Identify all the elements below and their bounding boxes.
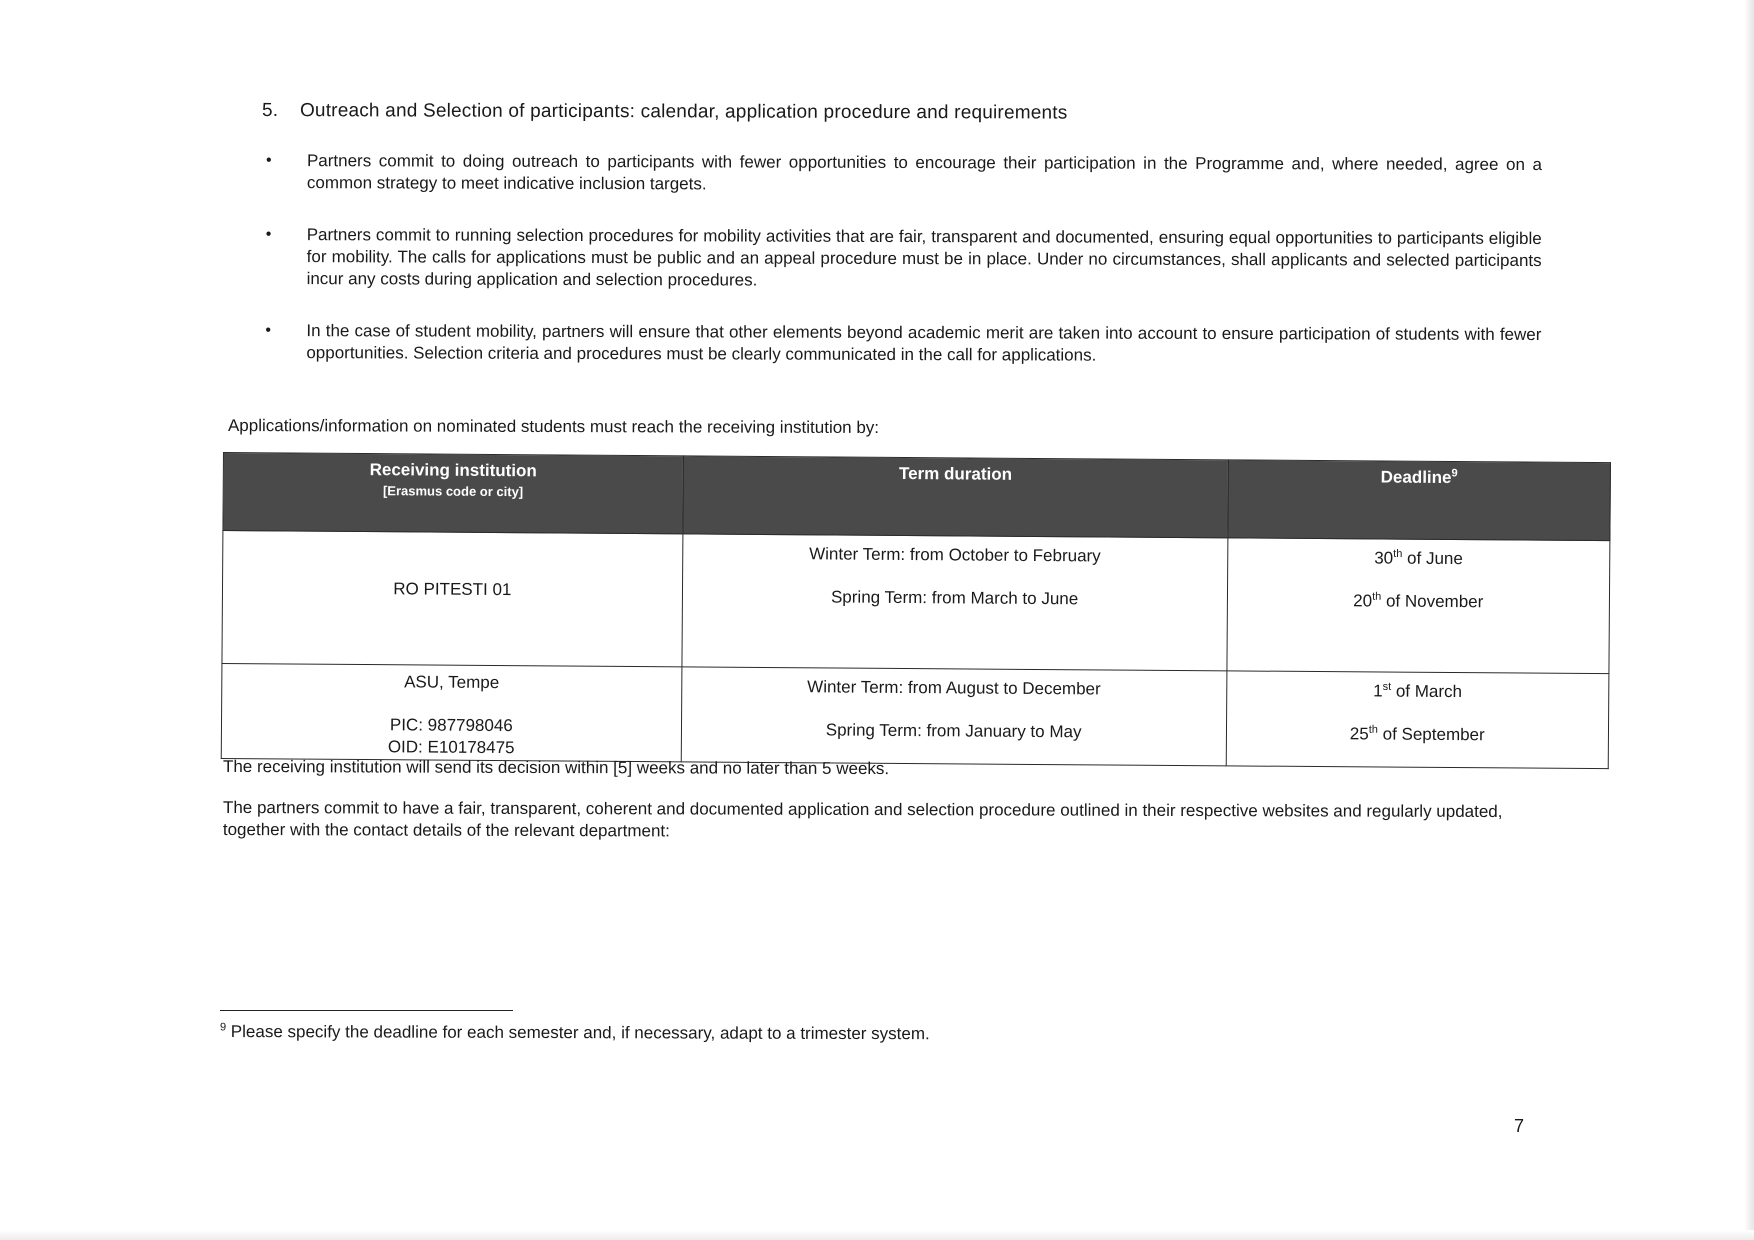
header-deadline xyxy=(1228,460,1611,541)
cell-institution xyxy=(221,663,681,761)
commitment-paragraph: The partners commit to have a fair, transparent, coherent and documented application and selection procedure outlined in their respective websites and regularly updated, together with the contact details of the relevant department: xyxy=(222,798,1503,841)
cell-deadline xyxy=(1226,671,1609,769)
header-deadline-label: Deadline xyxy=(1380,467,1452,488)
bullet-marker: • xyxy=(265,322,272,340)
institution-line: RO PITESTI 01 xyxy=(393,579,512,600)
institution-line: ASU, Tempe xyxy=(404,672,500,693)
table-row xyxy=(221,663,1609,768)
footnote-ref: 9 xyxy=(1451,467,1458,480)
bullet-item xyxy=(262,224,1542,294)
term-line: Winter Term: from October to February xyxy=(809,544,1101,566)
header-institution xyxy=(223,453,683,534)
section-title: Outreach and Selection of participants: calendar, application procedure and requirements xyxy=(299,100,1068,124)
footnote-text: Please specify the deadline for each semester and, if necessary, adapt to a trimester system. xyxy=(226,1022,930,1044)
term-line: Winter Term: from August to December xyxy=(807,677,1101,699)
header-term xyxy=(683,456,1228,538)
bullet-text: In the case of student mobility, partners will ensure that other elements beyond academic merit are taken into account to ensure participation of students with fewer opportunities. Selection criteria and procedures must be clearly communicated in the call for applications. xyxy=(306,321,1542,365)
table-row xyxy=(222,531,1610,674)
deadline-line: 25th of September xyxy=(1349,723,1485,745)
cell-term xyxy=(682,534,1228,671)
bullet-marker: • xyxy=(265,152,272,170)
page-edge-right xyxy=(1744,0,1754,1240)
section-heading xyxy=(262,100,1068,125)
header-institution-label: Receiving institution xyxy=(369,460,537,481)
footnote-marker: 9 xyxy=(219,1021,227,1034)
cell-institution xyxy=(222,531,683,667)
cell-deadline xyxy=(1227,538,1610,674)
footnote xyxy=(220,1022,930,1044)
header-institution-sublabel: [Erasmus code or city] xyxy=(382,483,524,500)
page-number: 7 xyxy=(1514,1116,1525,1136)
deadline-line: 1st of March xyxy=(1373,680,1463,702)
cell-term xyxy=(681,667,1227,766)
deadline-line: 30th of June xyxy=(1374,547,1463,569)
header-term-label: Term duration xyxy=(898,463,1013,484)
deadline-table xyxy=(221,452,1611,769)
institution-line: PIC: 987798046 xyxy=(389,715,513,736)
deadline-line: 20th of November xyxy=(1353,590,1484,612)
bullet-item xyxy=(261,320,1541,368)
section-number: 5. xyxy=(261,100,279,122)
bullet-text: Partners commit to running selection procedures for mobility activities that are fair, transparent and documented, ensuring equal opportunities to participants eligible for mobility. The calls for applications must be public and an appeal procedure must be in place. Under no circumstances, shall applicants and selected participants incur any costs during application and selection procedures. xyxy=(306,225,1542,290)
bullet-marker: • xyxy=(265,226,272,244)
bullet-item xyxy=(262,150,1542,198)
bullet-text: Partners commit to doing outreach to participants with fewer opportunities to encourage their participation in the Programme and, where needed, agree on a common strategy to meet indicative inclusion targets. xyxy=(306,151,1542,194)
footnote-divider xyxy=(220,1010,513,1011)
term-line: Spring Term: from March to June xyxy=(830,587,1079,609)
institution-line: OID: E10178475 xyxy=(387,737,515,758)
table-header-row xyxy=(223,453,1611,541)
bullet-list xyxy=(261,150,1542,398)
term-line: Spring Term: from January to May xyxy=(825,720,1082,742)
table-intro: Applications/information on nominated students must reach the receiving institution by: xyxy=(227,416,880,438)
page-edge-bottom xyxy=(0,1230,1754,1240)
decision-paragraph: The receiving institution will send its decision within [5] weeks and no later than 5 weeks. xyxy=(222,757,890,779)
